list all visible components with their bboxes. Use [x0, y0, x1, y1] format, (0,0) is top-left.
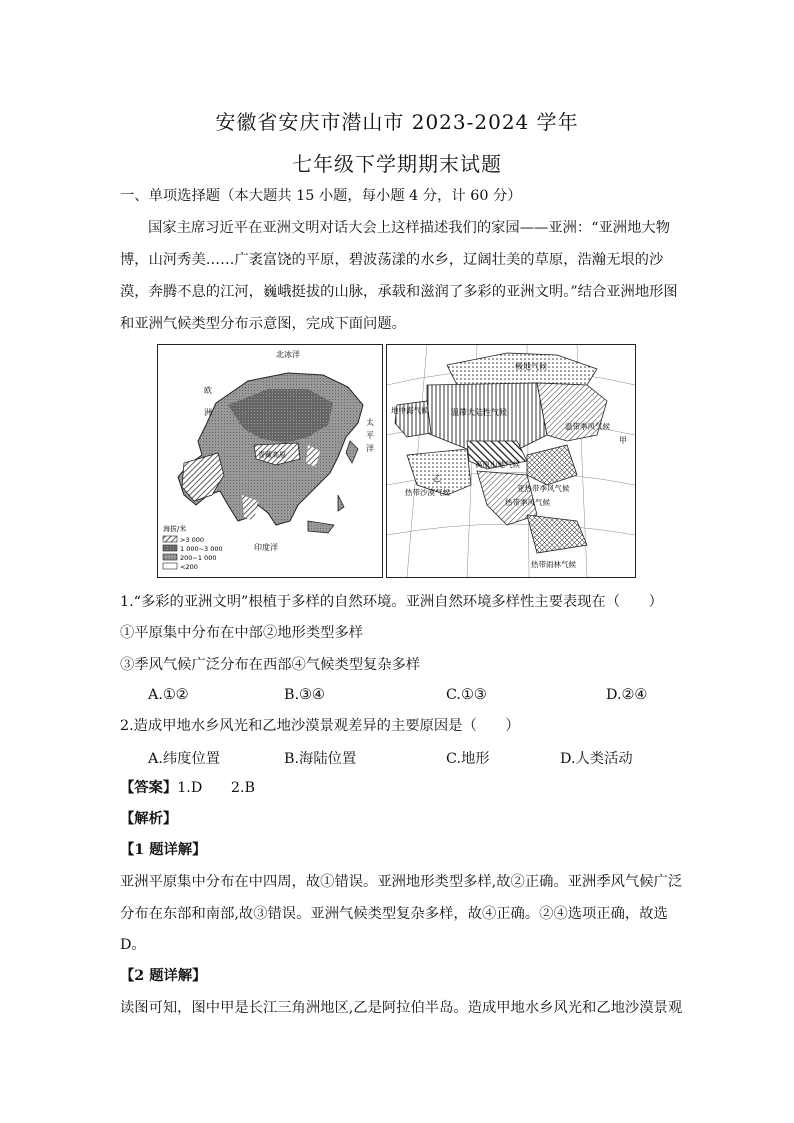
intro-line: 漠，奔腾不息的江河，巍峨挺拔的山脉，承载和滋润了多彩的亚洲文明。”结合亚洲地形图 — [120, 284, 678, 300]
intro-line: 博，山河秀美……广袤富饶的平原，碧波荡漾的水乡，辽阔壮美的草原，浩瀚无垠的沙 — [120, 252, 664, 268]
answer-line — [120, 778, 680, 798]
option-d: D.②④ — [606, 687, 648, 703]
map-label: 太 — [366, 418, 374, 427]
asia-terrain-map — [157, 344, 383, 578]
question-1-statement: ③季风气候广泛分布在西部④气候类型复杂多样 — [120, 657, 421, 673]
q1-detail-line: D。 — [120, 937, 146, 953]
option-c: C.地形 — [446, 751, 490, 767]
map-label: 热带季风气候 — [505, 498, 550, 507]
q2-detail-label: 【2 题详解】 — [120, 968, 207, 984]
map-label: 温带大陆性气候 — [451, 408, 507, 417]
q2-detail-line: 读图可知，图中甲是长江三角洲地区,乙是阿拉伯半岛。造成甲地水乡风光和乙地沙漠景观 — [120, 1000, 683, 1016]
intro-line: 国家主席习近平在亚洲文明对话大会上这样描述我们的家园——亚洲：“亚洲地大物 — [148, 220, 670, 236]
legend-title: 海拔/米 — [163, 525, 187, 533]
q1-detail-label: 【1 题详解】 — [120, 842, 207, 858]
option-a: A.纬度位置 — [148, 751, 221, 767]
page-subtitle: 七年级下学期期末试题 — [292, 152, 502, 176]
q1-detail-line: 分布在东部和南部,故③错误。亚洲气候类型复杂多样，故④正确。②④选项正确，故选 — [120, 906, 668, 922]
page-title: 安徽省安庆市潜山市 2023-2024 学年 — [215, 110, 579, 134]
intro-line: 和亚洲气候类型分布示意图，完成下面问题。 — [120, 316, 406, 332]
option-b: B.海陆位置 — [284, 751, 357, 767]
analysis-label: 【解析】 — [120, 811, 178, 827]
map-label: 平 — [366, 431, 374, 440]
map-label: 地中海气候 — [391, 406, 429, 415]
map-label: 乙 — [433, 474, 441, 483]
map-label: 欧 — [204, 386, 212, 395]
legend-label: 200~1 000 — [180, 554, 217, 562]
map-label: 温带季风气候 — [565, 422, 610, 431]
option-b: B.③④ — [284, 687, 325, 703]
answer-label: 【答案】 — [120, 780, 178, 796]
asia-climate-map — [386, 344, 636, 578]
map-legend — [163, 524, 223, 571]
map-label: 印度洋 — [254, 543, 278, 552]
map-label: 洋 — [366, 444, 374, 453]
question-1-stem: 1.“多彩的亚洲文明”根植于多样的自然环境。亚洲自然环境多样性主要表现在（ ） — [120, 594, 663, 610]
map-label: 亚热带季风气候 — [517, 484, 570, 493]
question-2-stem: 2.造成甲地水乡风光和乙地沙漠景观差异的主要原因是（ ） — [120, 718, 520, 734]
option-c: C.①③ — [446, 687, 487, 703]
map-label: 青藏高原 — [258, 451, 286, 459]
option-a: A.①② — [148, 687, 189, 703]
map-label: 北冰洋 — [276, 350, 300, 359]
map-label: 洲 — [204, 408, 212, 417]
legend-label: >3 000 — [180, 536, 205, 544]
map-label: 高原山地气候 — [475, 460, 520, 469]
option-d: D.人类活动 — [560, 751, 633, 767]
map-label: 热带沙漠气候 — [405, 488, 450, 497]
legend-label: <200 — [180, 563, 198, 571]
question-1-statement: ①平原集中分布在中部②地形类型多样 — [120, 625, 364, 641]
legend-label: 1 000~3 000 — [180, 545, 223, 553]
section-heading: 一、单项选择题（本大题共 15 小题，每小题 4 分，计 60 分） — [120, 188, 522, 204]
map-label: 甲 — [619, 436, 627, 445]
map-label: 极地气候 — [515, 362, 547, 371]
q1-detail-line: 亚洲平原集中分布在中四周，故①错误。亚洲地形类型多样,故②正确。亚洲季风气候广泛 — [120, 874, 683, 890]
map-label: 热带雨林气候 — [531, 560, 576, 569]
answer-text: 1.D 2.B — [177, 780, 256, 796]
